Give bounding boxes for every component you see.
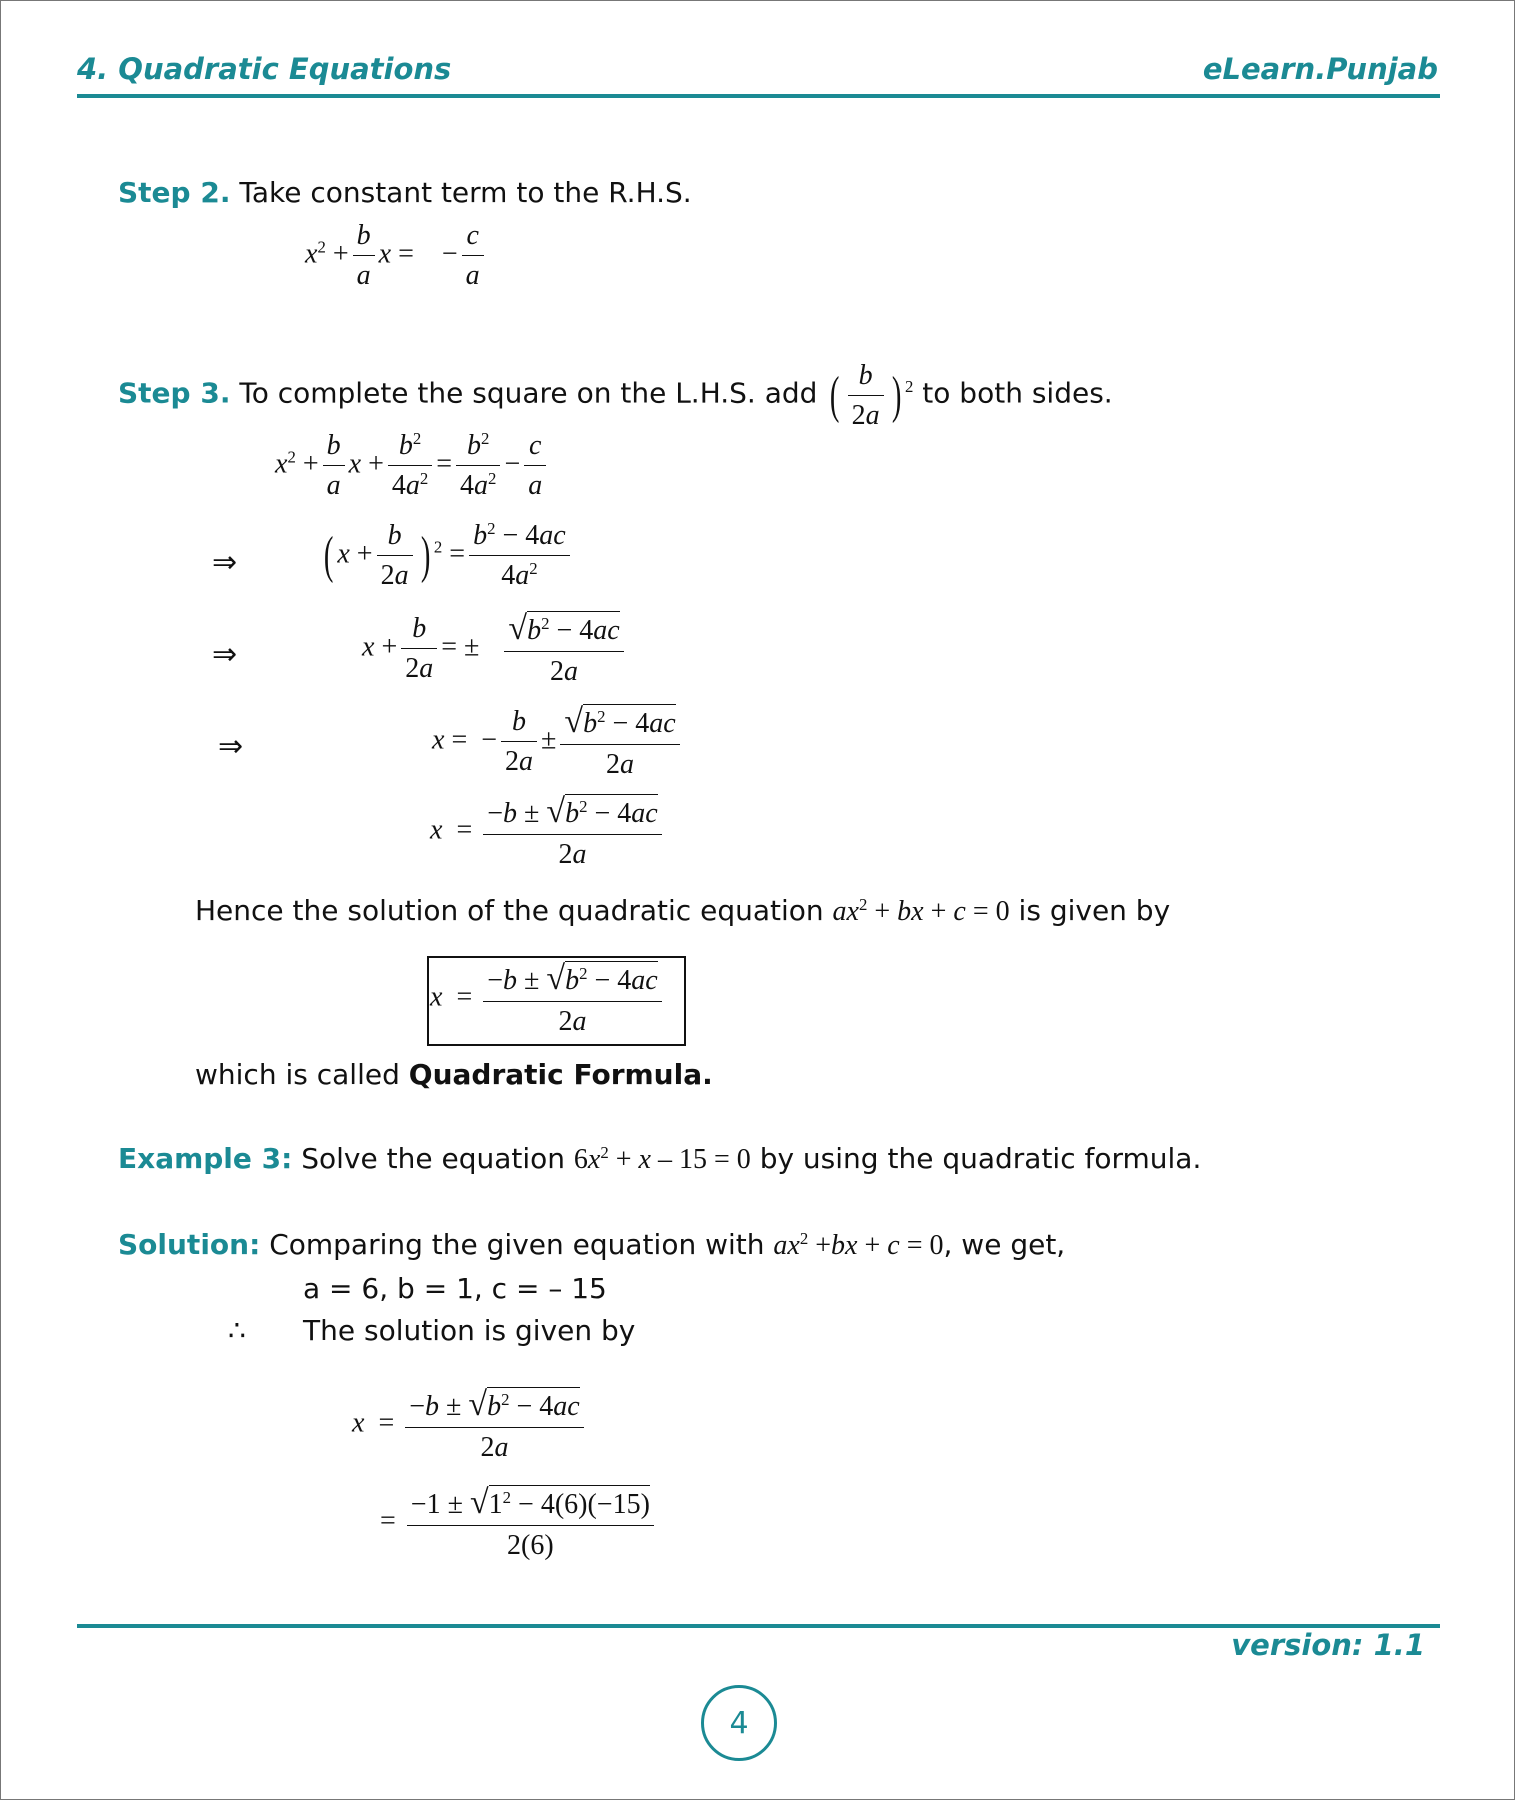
example3-text-after: by using the quadratic formula.: [759, 1142, 1202, 1175]
called-text: which is called: [195, 1058, 400, 1091]
step2-line: [118, 176, 692, 209]
implies-3: ⇒: [218, 729, 244, 764]
step3-added-term: ( $\frac{b}{2a}$ ) $^2$: [830, 360, 914, 431]
derivation-line-4: x = − $\frac{b}{2a}$ ± $\frac{√b^2 - 4ac}{2a}$: [432, 705, 684, 779]
solution-formula: x = $\frac{-b \pm √b^2 - 4ac}{2a}$: [352, 1388, 588, 1462]
hence-text-after: is given by: [1018, 894, 1171, 927]
brand-name: eLearn.Punjab: [1202, 52, 1438, 86]
quadratic-formula-term: Quadratic Formula.: [408, 1058, 713, 1091]
solution-line: [118, 1228, 1065, 1261]
solution-label: Solution:: [118, 1228, 261, 1261]
example3-equation: $6x^2 + x - 15 = 0$: [573, 1142, 751, 1175]
example3-line: [118, 1142, 1201, 1175]
hence-text-before: Hence the solution of the quadratic equation: [195, 894, 824, 927]
example3-text-before: Solve the equation: [301, 1142, 566, 1175]
step2-label: Step 2.: [118, 176, 231, 209]
solution-text-before: Comparing the given equation with: [269, 1228, 765, 1261]
example3-label: Example 3:: [118, 1142, 293, 1175]
step3-label: Step 3.: [118, 376, 231, 410]
coefficient-values: a = 6, b = 1, c = – 15: [303, 1272, 607, 1305]
version-label: version: 1.1: [1231, 1628, 1425, 1662]
implies-1: ⇒: [212, 545, 238, 580]
hence-line: [195, 894, 1170, 927]
derivation-line-5: x = $\frac{-b \pm √b^2 - 4ac}{2a}$: [430, 795, 666, 869]
therefore-symbol: ∴: [228, 1314, 246, 1347]
chapter-title: 4. Quadratic Equations: [77, 52, 452, 86]
solution-given-by: The solution is given by: [303, 1314, 636, 1347]
called-line: [195, 1058, 713, 1091]
step2-equation: $x^2$ + $\frac{b}{a}$ x = − $\frac{c}{a}$: [305, 222, 488, 290]
general-quadratic: $ax^2$ + bx + c = 0: [832, 894, 1010, 927]
solution-general-equation: $ax^2 +bx + c = 0$: [773, 1228, 944, 1261]
derivation-line-3: x + $\frac{b}{2a}$ = ± $\frac{√b^2 - 4ac}{2a}$: [362, 612, 628, 686]
step2-text: Take constant term to the R.H.S.: [239, 176, 692, 209]
page-number: 4: [701, 1685, 777, 1761]
derivation-line-2: ( x + $\frac{b}{2a}$ ) $^2$ = $\frac{b^2 - 4ac}{4a^2}$: [320, 522, 574, 590]
solution-substitution: = $\frac{-1 \pm √1^2 - 4(6)(-15)}{2(6)}$: [380, 1486, 658, 1560]
step3-line: [118, 362, 1113, 430]
solution-text-after: , we get,: [943, 1228, 1066, 1261]
boxed-quadratic-formula: x = $\frac{-b \pm √b^2 - 4ac}{2a}$: [430, 962, 666, 1036]
header-rule: [77, 94, 1440, 98]
derivation-line-1: $x^2$ + $\frac{b}{a}$ x + $\frac{b^2}{4a^2}$ = $\frac{b^2}{4a^2}$ − $\frac{c}{a}$: [275, 432, 550, 500]
implies-2: ⇒: [212, 637, 238, 672]
step3-text-before: To complete the square on the L.H.S. add: [239, 376, 818, 410]
step3-text-after: to both sides.: [922, 376, 1113, 410]
